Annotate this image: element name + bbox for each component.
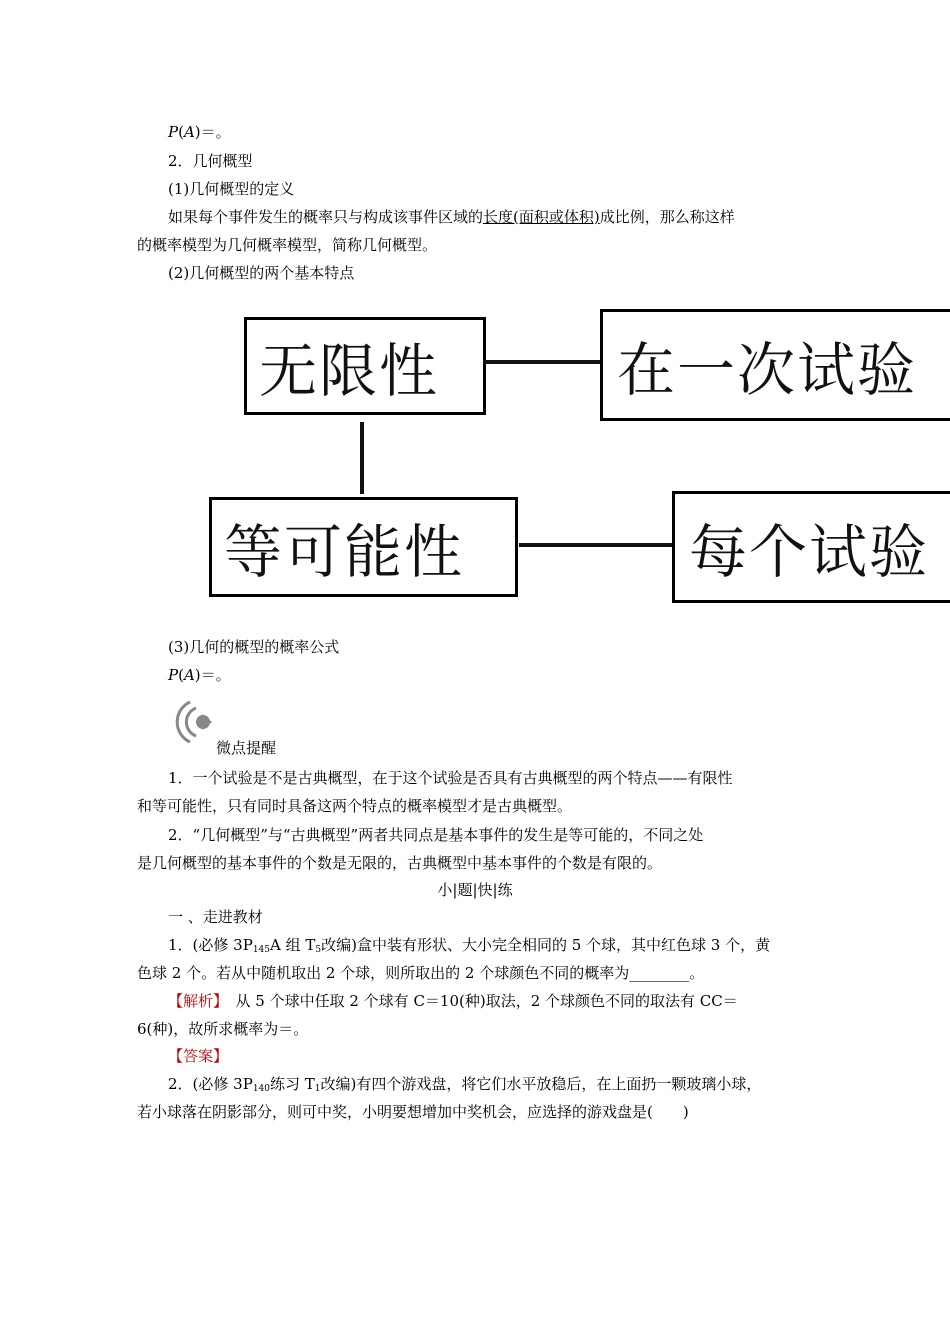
definition-text-b: 成比例，那么称这样 — [599, 208, 735, 226]
subheading-definition: (1)几何概型的定义 — [168, 180, 295, 198]
diagram-box-one-trial-label: 在一次试验 — [617, 336, 918, 404]
practice-heading: 小|题|快|练 — [437, 881, 513, 899]
analysis-line2: 6(种)，故所求概率为＝。 — [137, 1020, 309, 1038]
question-1-line1 — [168, 935, 770, 960]
analysis-label: 【解析】 — [168, 992, 221, 1010]
tip-paragraph-1-line1: 1．一个试验是不是古典概型，在于这个试验是否具有古典概型的两个特点——有限性 — [168, 769, 733, 787]
tip-title: 微点提醒 — [216, 739, 277, 757]
tip-paragraph-2-line1: 2．“几何概型”与“古典概型”两者共同点是基本事件的发生是等可能的，不同之处 — [168, 826, 704, 844]
tip-paragraph-1-line2: 和等可能性，只有同时具备这两个特点的概率模型才是古典概型。 — [137, 797, 573, 815]
formula-tail: ＝。 — [200, 123, 231, 141]
subheading-features: (2)几何概型的两个基本特点 — [168, 264, 355, 282]
question-2-line1 — [168, 1074, 761, 1099]
section-heading-2: 2．几何概型 — [168, 152, 253, 170]
q2-prefix: 2．(必修 3P — [168, 1075, 253, 1093]
diagram-connector-vertical — [360, 422, 364, 494]
definition-text-a: 如果每个事件发生的概率只与构成该事件区域的 — [168, 208, 484, 226]
definition-paragraph-line1 — [168, 207, 735, 227]
formula-line-1: P(A)＝。 — [168, 123, 231, 141]
q1-prefix: 1．(必修 3P — [168, 936, 253, 954]
q2-text: 改编)有四个游戏盘，将它们水平放稳后，在上面扔一颗玻璃小球， — [320, 1075, 762, 1093]
diagram-connector-bottom — [519, 543, 672, 547]
q2-mid: 练习 T — [270, 1075, 315, 1093]
formula-line-2: P(A)＝。 — [168, 666, 231, 684]
analysis-line1 — [168, 991, 738, 1011]
diagram-connector-top — [483, 360, 600, 364]
tip-paragraph-2-line2: 是几何概型的基本事件的个数是无限的，古典概型中基本事件的个数是有限的。 — [137, 854, 663, 872]
formula-a: A — [183, 123, 195, 141]
practice-section-title: 一 、走进教材 — [168, 908, 263, 926]
q1-mid: A 组 T — [270, 936, 316, 954]
definition-underlined: 长度(面积或体积) — [483, 208, 600, 226]
analysis-text-a: 从 5 个球中任取 2 个球有 C＝10(种)取法，2 个球颜色不同的取法有 CC＝ — [220, 992, 738, 1010]
q2-sub-item: 1 — [314, 1084, 321, 1094]
diagram-box-equally-likely — [209, 497, 518, 597]
diagram-box-infinite — [244, 317, 486, 415]
q1-sub-page: 145 — [252, 945, 270, 955]
q1-text: 改编)盒中装有形状、大小完全相同的 5 个球，其中红色球 3 个，黄 — [321, 936, 771, 954]
diagram-box-infinite-label: 无限性 — [259, 337, 440, 405]
speaker-wave-icon — [170, 696, 216, 748]
question-1-line2: 色球 2 个。若从中随机取出 2 个球，则所取出的 2 个球颜色不同的概率为________。 — [137, 964, 705, 982]
definition-paragraph-line2: 的概率模型为几何概率模型，简称几何概型。 — [137, 236, 438, 254]
question-2-line2: 若小球落在阴影部分，则可中奖，小明要想增加中奖机会，应选择的游戏盘是( ) — [137, 1103, 689, 1121]
formula-p-2: P — [168, 666, 179, 684]
q1-sub-item: 5 — [315, 945, 322, 955]
subheading-formula: (3)几何的概型的概率公式 — [168, 638, 340, 656]
formula-tail-2: ＝。 — [200, 666, 231, 684]
diagram-box-equally-likely-label: 等可能性 — [224, 518, 465, 586]
formula-p: P — [168, 123, 179, 141]
diagram-box-one-trial — [600, 309, 950, 421]
formula-a-2: A — [183, 666, 195, 684]
q2-sub-page: 140 — [252, 1084, 270, 1094]
answer-label: 【答案】 — [168, 1047, 229, 1065]
diagram-box-each-trial-label: 每个试验 — [689, 518, 930, 586]
diagram-box-each-trial — [672, 491, 950, 603]
